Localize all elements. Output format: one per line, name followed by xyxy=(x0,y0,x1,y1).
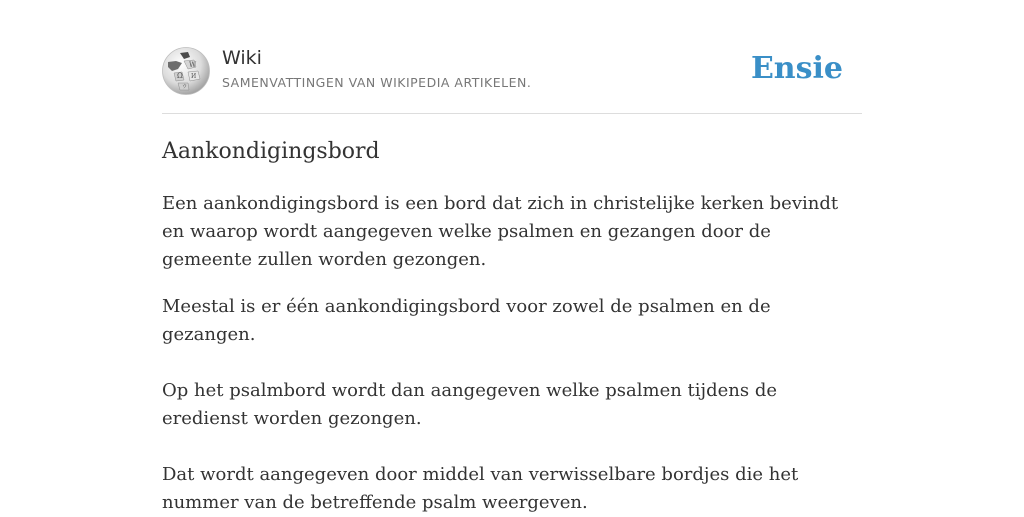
article-body xyxy=(162,190,862,517)
paragraph: Op het psalmbord wordt dan aangegeven welke psalmen tijdens de eredienst worden gezongen. xyxy=(162,380,778,429)
spacer xyxy=(162,433,862,461)
ensie-logo[interactable]: Ensie xyxy=(750,51,843,86)
header xyxy=(162,0,862,114)
paragraph: Een aankondigingsbord is een bord dat zich in christelijke kerken bevindt en waarop wordt aangegeven welke psalmen en gezangen door de gemeente zullen worden gezongen. xyxy=(162,193,839,270)
svg-text:И: И xyxy=(191,73,197,80)
svg-text:ウ: ウ xyxy=(182,84,188,90)
paragraph: Dat wordt aangegeven door middel van verwisselbare bordjes die het nummer van de betreffende psalm weergeven. xyxy=(162,464,799,513)
svg-text:Ω: Ω xyxy=(177,72,183,80)
site-name[interactable]: Wiki xyxy=(222,47,262,69)
page xyxy=(162,0,862,513)
site-tagline: SAMENVATTINGEN VAN WIKIPEDIA ARTIKELEN. xyxy=(222,75,532,90)
wikipedia-globe-icon[interactable] xyxy=(162,47,210,95)
svg-text:W: W xyxy=(189,61,197,69)
article-title: Aankondigingsbord xyxy=(162,139,380,164)
paragraph: Meestal is er één aankondigingsbord voor zowel de psalmen en de gezangen. xyxy=(162,296,771,345)
spacer xyxy=(162,349,862,377)
